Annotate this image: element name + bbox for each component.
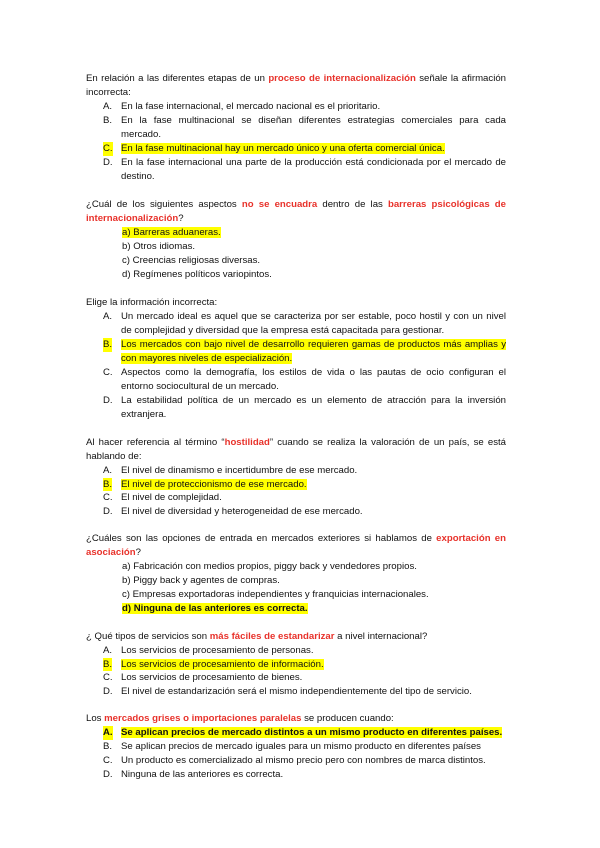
answer-option: D. Ninguna de las anteriores es correcta. (103, 769, 284, 780)
answer-option: b) Otros idiomas. (122, 241, 196, 252)
question-6 (86, 630, 506, 698)
answer-option: A. En la fase internacional, el mercado nacional es el prioritario. (103, 101, 381, 112)
key-term: barreras psicológicas de internacionalización (86, 199, 506, 224)
answer-option-highlighted: A. Se aplican precios de mercado distintos a un mismo producto en diferentes países. (103, 727, 503, 738)
answer-option: C. Los servicios de procesamiento de bienes. (103, 672, 303, 683)
answer-option-highlighted: B. El nivel de proteccionismo de ese mercado. (103, 478, 307, 490)
answer-option: C. Un producto es comercializado al mismo precio pero con nombres de marca distintos. (103, 755, 486, 766)
key-term: exportación en asociación (86, 533, 506, 558)
question-stem: ¿Cuál de los siguientes aspectos no se encuadra dentro de las barreras psicológicas de internacionalización? (86, 199, 506, 224)
answer-option: D. En la fase internacional una parte de la producción está condicionada por el mercado de destino. (103, 157, 506, 182)
answer-option: C. El nivel de complejidad. (103, 492, 222, 503)
answer-option: a) Fabricación con medios propios, piggy back y vendedores propios. (122, 561, 417, 572)
question-stem: ¿Cuáles son las opciones de entrada en mercados exteriores si hablamos de exportación en asociación? (86, 533, 506, 558)
question-stem: Elige la información incorrecta: (86, 297, 218, 308)
key-term: no se encuadra (241, 199, 318, 210)
answer-option-highlighted: a) Barreras aduaneras. (122, 227, 221, 238)
document-body (86, 72, 506, 796)
answer-option: B. En la fase multinacional se diseñan diferentes estrategias comerciales para cada mercado. (103, 115, 506, 140)
question-stem: Los mercados grises o importaciones paralelas se producen cuando: (86, 713, 394, 724)
answer-option: A. Un mercado ideal es aquel que se caracteriza por ser estable, poco hostil y con un nivel de complejidad y diversidad que la empresa está capacitada para gestionar. (103, 311, 506, 336)
question-1 (86, 72, 506, 184)
answer-option-highlighted: C. En la fase multinacional hay un mercado único y una oferta comercial única. (103, 143, 445, 154)
answer-option: c) Creencias religiosas diversas. (122, 255, 261, 266)
key-term: hostilidad (224, 437, 270, 448)
answer-option-highlighted: B. Los servicios de procesamiento de información. (103, 658, 324, 670)
answer-option: D. El nivel de diversidad y heterogeneidad de ese mercado. (103, 505, 363, 517)
question-stem: Al hacer referencia al término “hostilidad” cuando se realiza la valoración de un país, se está hablando de: (86, 437, 507, 462)
answer-option: c) Empresas exportadoras independientes y franquicias internacionales. (122, 589, 429, 600)
answer-option: A. Los servicios de procesamiento de personas. (103, 645, 314, 656)
answer-option: b) Piggy back y agentes de compras. (122, 575, 280, 586)
answer-option-highlighted: B. Los mercados con bajo nivel de desarrollo requieren gamas de productos más amplias y con mayores niveles de especialización. (103, 339, 506, 364)
question-2 (86, 198, 506, 282)
key-term: más fáciles de estandarizar (209, 631, 335, 642)
question-stem: ¿ Qué tipos de servicios son más fáciles de estandarizar a nivel internacional? (86, 631, 428, 642)
answer-option-highlighted: d) Ninguna de las anteriores es correcta. (122, 603, 308, 614)
key-term: mercados grises o importaciones paralelas (104, 713, 302, 724)
question-4 (86, 436, 506, 518)
question-3 (86, 296, 506, 422)
key-term: proceso de internacionalización (268, 73, 416, 84)
answer-option: C. Aspectos como la demografía, los estilos de vida o las pautas de ocio configuran el entorno sociocultural de un mercado. (103, 367, 506, 392)
answer-option: B. Se aplican precios de mercado iguales para un mismo producto en diferentes países (103, 741, 481, 752)
answer-option: d) Regímenes políticos variopintos. (122, 269, 272, 280)
answer-option: D. El nivel de estandarización será el mismo independientemente del tipo de servicio. (103, 685, 472, 697)
answer-option: A. El nivel de dinamismo e incertidumbre de ese mercado. (103, 465, 358, 476)
question-5 (86, 532, 506, 616)
question-stem: En relación a las diferentes etapas de un proceso de internacionalización señale la afirmación incorrecta: (86, 73, 506, 98)
question-7 (86, 712, 506, 782)
answer-option: D. La estabilidad política de un mercado es un elemento de atracción para la inversión extranjera. (103, 395, 506, 420)
